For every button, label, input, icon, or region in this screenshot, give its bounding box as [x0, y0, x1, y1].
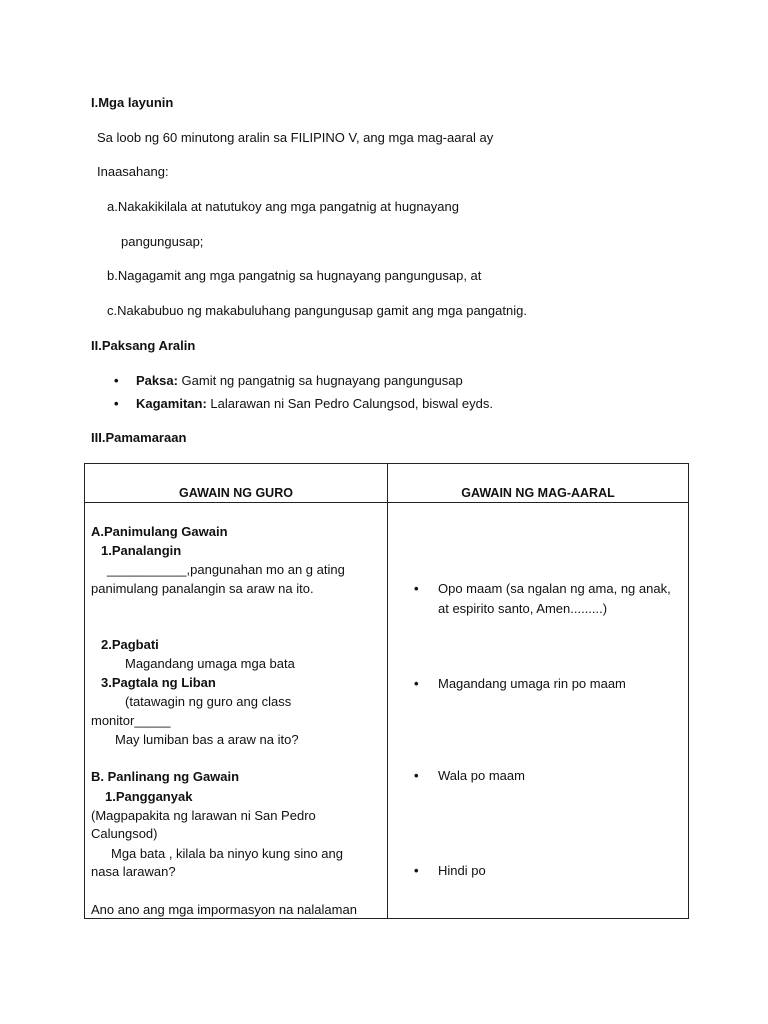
objective-c: c.Nakabubuo ng makabuluhang pangungusap gamit ang mga pangatnig. — [107, 303, 527, 318]
teacher-line: Calungsod) — [91, 826, 158, 841]
teacher-line: nasa larawan? — [91, 864, 176, 879]
teacher-line: Magandang umaga mga bata — [125, 656, 295, 671]
bullet-value: Gamit ng pangatnig sa hugnayang pangungusap — [177, 373, 463, 388]
objectives-intro-line: Inaasahang: — [97, 164, 169, 179]
step-heading-panlinang-ng-gawain: B. Panlinang ng Gawain — [91, 769, 240, 784]
teacher-line: Ano ano ang mga impormasyon na nalalaman — [91, 902, 357, 917]
teacher-line: monitor_____ — [91, 713, 171, 728]
teacher-line: (tatawagin ng guro ang class — [125, 694, 292, 709]
step-pagtala-ng-liban: 3.Pagtala ng Liban — [101, 675, 216, 690]
student-response: Opo maam (sa ngalan ng ama, ng anak, — [438, 581, 671, 596]
objectives-intro-line: Sa loob ng 60 minutong aralin sa FILIPINO V, ang mga mag-aaral ay — [97, 130, 494, 145]
objective-a: a.Nakakikilala at natutukoy ang mga pangatnig at hugnayang — [107, 199, 459, 214]
step-heading-panimulang-gawain: A.Panimulang Gawain — [91, 524, 228, 539]
bullet-icon: • — [414, 863, 419, 878]
section-heading-pamamaraan: III.Pamamaraan — [91, 430, 187, 445]
table-header-guro: GAWAIN NG GURO — [179, 486, 293, 500]
bullet-value: Lalarawan ni San Pedro Calungsod, biswal eyds. — [206, 396, 493, 411]
student-response-continuation: at espirito santo, Amen.........) — [438, 601, 608, 616]
list-item-paksa — [114, 373, 674, 389]
section-heading-paksang-aralin: II.Paksang Aralin — [91, 338, 196, 353]
student-response: Hindi po — [438, 863, 486, 878]
list-item-kagamitan — [114, 396, 674, 412]
bullet-label: Kagamitan: — [136, 396, 207, 411]
table-header-mag-aaral: GAWAIN NG MAG-AARAL — [461, 486, 615, 500]
objective-a-continuation: pangungusap; — [121, 234, 204, 249]
table-header-divider — [85, 502, 688, 503]
teacher-line: May lumiban bas a araw na ito? — [115, 732, 299, 747]
bullet-icon: • — [414, 581, 419, 596]
teacher-line: panimulang panalangin sa araw na ito. — [91, 581, 314, 596]
student-response: Wala po maam — [438, 768, 525, 783]
student-response: Magandang umaga rin po maam — [438, 676, 626, 691]
bullet-icon: • — [414, 768, 419, 783]
bullet-label: Paksa: — [136, 373, 178, 388]
bullet-icon: • — [114, 373, 119, 388]
section-heading-layunin: I.Mga layunin — [91, 95, 174, 110]
bullet-icon: • — [114, 396, 119, 411]
teacher-line: Mga bata , kilala ba ninyo kung sino ang — [111, 846, 343, 861]
teacher-line: ___________,pangunahan mo an g ating — [107, 562, 345, 577]
bullet-icon: • — [414, 676, 419, 691]
objective-b: b.Nagagamit ang mga pangatnig sa hugnayang pangungusap, at — [107, 268, 482, 283]
table-column-divider — [387, 464, 388, 918]
step-pangganyak: 1.Pangganyak — [105, 789, 193, 804]
teacher-line: (Magpapakita ng larawan ni San Pedro — [91, 808, 316, 823]
step-panalangin: 1.Panalangin — [101, 543, 182, 558]
procedure-table — [84, 463, 689, 919]
step-pagbati: 2.Pagbati — [101, 637, 159, 652]
